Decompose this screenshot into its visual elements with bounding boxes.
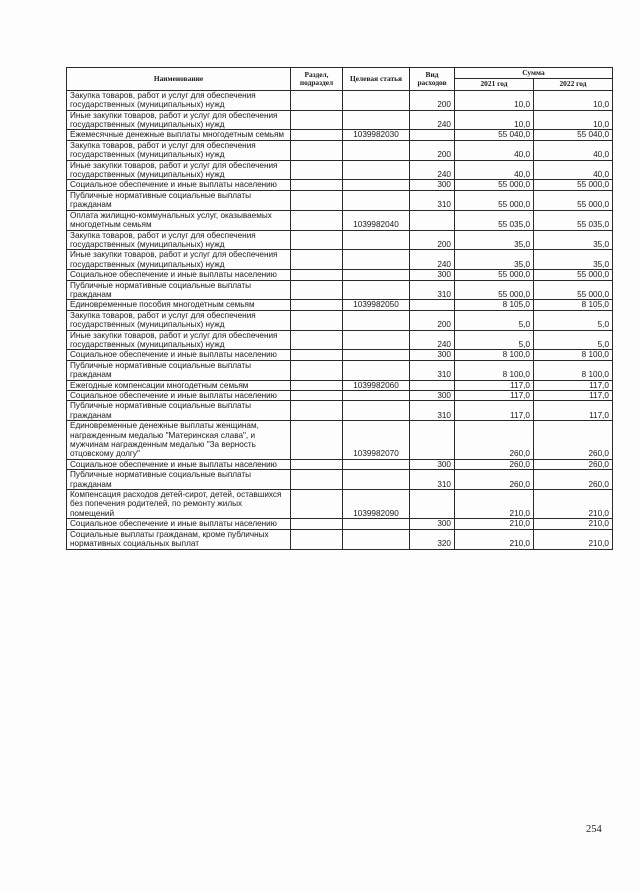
cell-expense-type: 310 <box>410 470 455 490</box>
cell-sum-2021: 55 000,0 <box>455 180 534 190</box>
cell-expense-type <box>410 421 455 460</box>
cell-expense-type: 310 <box>410 360 455 380</box>
cell-sum-2021: 260,0 <box>455 459 534 469</box>
cell-target <box>343 459 410 469</box>
cell-name: Социальное обеспечение и иные выплаты населению <box>67 391 291 401</box>
cell-expense-type: 200 <box>410 310 455 330</box>
table-row <box>67 110 613 130</box>
cell-name: Закупка товаров, работ и услуг для обеспечения государственных (муниципальных) нужд <box>67 310 291 330</box>
cell-target <box>343 350 410 360</box>
table-row <box>67 230 613 250</box>
table-row <box>67 519 613 529</box>
cell-sum-2021: 55 035,0 <box>455 210 534 230</box>
cell-section <box>291 160 343 180</box>
header-year-2022: 2022 год <box>534 79 613 90</box>
cell-sum-2021: 117,0 <box>455 401 534 421</box>
cell-sum-2021: 35,0 <box>455 250 534 270</box>
cell-name: Ежемесячные денежные выплаты многодетным семьям <box>67 130 291 140</box>
cell-section <box>291 300 343 310</box>
cell-sum-2021: 117,0 <box>455 380 534 390</box>
budget-table <box>66 67 613 550</box>
cell-sum-2021: 55 000,0 <box>455 190 534 210</box>
cell-section <box>291 90 343 110</box>
table-row <box>67 470 613 490</box>
cell-expense-type: 310 <box>410 280 455 300</box>
cell-target: 1039982060 <box>343 380 410 390</box>
cell-sum-2021: 40,0 <box>455 140 534 160</box>
cell-target <box>343 360 410 380</box>
cell-sum-2022: 5,0 <box>534 330 613 350</box>
header-year-2021: 2021 год <box>455 79 534 90</box>
cell-expense-type: 300 <box>410 180 455 190</box>
cell-name: Социальное обеспечение и иные выплаты населению <box>67 459 291 469</box>
cell-sum-2022: 10,0 <box>534 90 613 110</box>
cell-expense-type: 240 <box>410 110 455 130</box>
cell-section <box>291 140 343 160</box>
cell-target <box>343 391 410 401</box>
cell-target <box>343 250 410 270</box>
cell-target <box>343 160 410 180</box>
cell-target <box>343 110 410 130</box>
cell-name: Социальное обеспечение и иные выплаты населению <box>67 519 291 529</box>
cell-expense-type: 300 <box>410 270 455 280</box>
cell-name: Закупка товаров, работ и услуг для обеспечения государственных (муниципальных) нужд <box>67 230 291 250</box>
cell-section <box>291 360 343 380</box>
cell-target <box>343 270 410 280</box>
cell-sum-2021: 10,0 <box>455 90 534 110</box>
cell-target <box>343 90 410 110</box>
cell-sum-2021: 55 000,0 <box>455 270 534 280</box>
cell-target: 1039982030 <box>343 130 410 140</box>
table-row <box>67 391 613 401</box>
table-row <box>67 421 613 460</box>
cell-section <box>291 459 343 469</box>
table-row <box>67 280 613 300</box>
cell-name: Публичные нормативные социальные выплаты гражданам <box>67 190 291 210</box>
cell-target: 1039982050 <box>343 300 410 310</box>
cell-sum-2021: 210,0 <box>455 519 534 529</box>
cell-sum-2022: 117,0 <box>534 401 613 421</box>
cell-section <box>291 380 343 390</box>
table-row <box>67 380 613 390</box>
cell-target <box>343 529 410 549</box>
table-row <box>67 490 613 519</box>
cell-target <box>343 330 410 350</box>
cell-expense-type: 300 <box>410 391 455 401</box>
cell-section <box>291 529 343 549</box>
table-row <box>67 459 613 469</box>
cell-target: 1039982040 <box>343 210 410 230</box>
cell-expense-type <box>410 380 455 390</box>
cell-name: Единовременные денежные выплаты женщинам, награжденным медалью "Материнская слава", и мужчинам награжденным медалью "За верность отцовскому долгу" <box>67 421 291 460</box>
cell-sum-2022: 55 000,0 <box>534 180 613 190</box>
cell-section <box>291 180 343 190</box>
cell-target: 1039982090 <box>343 490 410 519</box>
cell-section <box>291 330 343 350</box>
cell-sum-2021: 35,0 <box>455 230 534 250</box>
cell-sum-2021: 210,0 <box>455 529 534 549</box>
cell-section <box>291 210 343 230</box>
table-row <box>67 250 613 270</box>
cell-section <box>291 490 343 519</box>
cell-sum-2022: 8 100,0 <box>534 350 613 360</box>
cell-target: 1039982070 <box>343 421 410 460</box>
cell-sum-2022: 5,0 <box>534 310 613 330</box>
table-row <box>67 330 613 350</box>
table-row <box>67 210 613 230</box>
table-row <box>67 401 613 421</box>
cell-expense-type: 310 <box>410 190 455 210</box>
header-target: Целевая статья <box>343 68 410 91</box>
cell-sum-2022: 10,0 <box>534 110 613 130</box>
cell-section <box>291 110 343 130</box>
cell-section <box>291 230 343 250</box>
cell-name: Оплата жилищно-коммунальных услуг, оказываемых многодетным семьям <box>67 210 291 230</box>
cell-sum-2022: 35,0 <box>534 230 613 250</box>
cell-section <box>291 401 343 421</box>
cell-expense-type: 200 <box>410 140 455 160</box>
cell-sum-2022: 55 000,0 <box>534 280 613 300</box>
cell-sum-2021: 8 100,0 <box>455 360 534 380</box>
cell-sum-2022: 8 105,0 <box>534 300 613 310</box>
cell-name: Публичные нормативные социальные выплаты гражданам <box>67 360 291 380</box>
cell-sum-2021: 55 000,0 <box>455 280 534 300</box>
header-name: Наименование <box>67 68 291 91</box>
cell-sum-2022: 117,0 <box>534 391 613 401</box>
table-row <box>67 270 613 280</box>
cell-section <box>291 391 343 401</box>
cell-name: Публичные нормативные социальные выплаты гражданам <box>67 470 291 490</box>
cell-sum-2022: 35,0 <box>534 250 613 270</box>
cell-name: Единовременные пособия многодетным семьям <box>67 300 291 310</box>
cell-sum-2022: 260,0 <box>534 421 613 460</box>
table-row <box>67 350 613 360</box>
table-row <box>67 360 613 380</box>
header-sum: Сумма <box>455 68 613 79</box>
cell-expense-type: 240 <box>410 160 455 180</box>
cell-expense-type: 310 <box>410 401 455 421</box>
cell-expense-type <box>410 210 455 230</box>
cell-expense-type <box>410 300 455 310</box>
cell-sum-2021: 260,0 <box>455 421 534 460</box>
cell-sum-2022: 55 000,0 <box>534 270 613 280</box>
cell-expense-type: 200 <box>410 90 455 110</box>
cell-section <box>291 519 343 529</box>
cell-sum-2022: 117,0 <box>534 380 613 390</box>
cell-expense-type: 300 <box>410 459 455 469</box>
cell-sum-2021: 117,0 <box>455 391 534 401</box>
cell-sum-2022: 210,0 <box>534 490 613 519</box>
table-row <box>67 90 613 110</box>
cell-name: Иные закупки товаров, работ и услуг для обеспечения государственных (муниципальных) нужд <box>67 110 291 130</box>
cell-sum-2021: 55 040,0 <box>455 130 534 140</box>
cell-name: Закупка товаров, работ и услуг для обеспечения государственных (муниципальных) нужд <box>67 90 291 110</box>
cell-section <box>291 280 343 300</box>
cell-section <box>291 421 343 460</box>
cell-name: Социальное обеспечение и иные выплаты населению <box>67 350 291 360</box>
cell-section <box>291 270 343 280</box>
table-row <box>67 300 613 310</box>
cell-expense-type: 300 <box>410 350 455 360</box>
cell-sum-2021: 10,0 <box>455 110 534 130</box>
cell-sum-2021: 5,0 <box>455 310 534 330</box>
cell-target <box>343 401 410 421</box>
cell-sum-2022: 260,0 <box>534 459 613 469</box>
cell-target <box>343 280 410 300</box>
cell-name: Публичные нормативные социальные выплаты гражданам <box>67 280 291 300</box>
cell-sum-2021: 40,0 <box>455 160 534 180</box>
table-row <box>67 180 613 190</box>
cell-sum-2022: 210,0 <box>534 529 613 549</box>
cell-section <box>291 250 343 270</box>
table-row <box>67 160 613 180</box>
cell-name: Публичные нормативные социальные выплаты гражданам <box>67 401 291 421</box>
table-body <box>67 90 613 549</box>
cell-target <box>343 190 410 210</box>
cell-section <box>291 310 343 330</box>
table-row <box>67 140 613 160</box>
cell-expense-type: 240 <box>410 250 455 270</box>
cell-name: Социальное обеспечение и иные выплаты населению <box>67 270 291 280</box>
cell-target <box>343 310 410 330</box>
cell-sum-2021: 5,0 <box>455 330 534 350</box>
cell-name: Социальные выплаты гражданам, кроме публичных нормативных социальных выплат <box>67 529 291 549</box>
cell-target <box>343 519 410 529</box>
cell-expense-type <box>410 130 455 140</box>
cell-expense-type <box>410 490 455 519</box>
cell-name: Закупка товаров, работ и услуг для обеспечения государственных (муниципальных) нужд <box>67 140 291 160</box>
cell-sum-2022: 55 040,0 <box>534 130 613 140</box>
cell-expense-type: 300 <box>410 519 455 529</box>
cell-sum-2021: 210,0 <box>455 490 534 519</box>
cell-section <box>291 190 343 210</box>
table-row <box>67 310 613 330</box>
header-expense-type: Вид расходов <box>410 68 455 91</box>
table-header <box>67 68 613 91</box>
cell-expense-type: 320 <box>410 529 455 549</box>
cell-sum-2021: 8 105,0 <box>455 300 534 310</box>
cell-name: Ежегодные компенсации многодетным семьям <box>67 380 291 390</box>
table-row <box>67 529 613 549</box>
cell-expense-type: 200 <box>410 230 455 250</box>
cell-sum-2022: 260,0 <box>534 470 613 490</box>
cell-expense-type: 240 <box>410 330 455 350</box>
cell-sum-2021: 8 100,0 <box>455 350 534 360</box>
table-row <box>67 130 613 140</box>
cell-target <box>343 140 410 160</box>
cell-sum-2022: 8 100,0 <box>534 360 613 380</box>
page-number: 254 <box>586 824 602 835</box>
cell-sum-2022: 55 000,0 <box>534 190 613 210</box>
cell-name: Иные закупки товаров, работ и услуг для обеспечения государственных (муниципальных) нужд <box>67 160 291 180</box>
cell-sum-2022: 55 035,0 <box>534 210 613 230</box>
cell-sum-2021: 260,0 <box>455 470 534 490</box>
cell-name: Иные закупки товаров, работ и услуг для обеспечения государственных (муниципальных) нужд <box>67 250 291 270</box>
cell-section <box>291 350 343 360</box>
header-section: Раздел, подраздел <box>291 68 343 91</box>
cell-target <box>343 470 410 490</box>
cell-sum-2022: 210,0 <box>534 519 613 529</box>
table-row <box>67 190 613 210</box>
cell-section <box>291 130 343 140</box>
cell-name: Компенсация расходов детей-сирот, детей, оставшихся без попечения родителей, по ремонту жилых помещений <box>67 490 291 519</box>
cell-target <box>343 180 410 190</box>
cell-sum-2022: 40,0 <box>534 140 613 160</box>
cell-name: Социальное обеспечение и иные выплаты населению <box>67 180 291 190</box>
cell-section <box>291 470 343 490</box>
cell-name: Иные закупки товаров, работ и услуг для обеспечения государственных (муниципальных) нужд <box>67 330 291 350</box>
cell-sum-2022: 40,0 <box>534 160 613 180</box>
cell-target <box>343 230 410 250</box>
